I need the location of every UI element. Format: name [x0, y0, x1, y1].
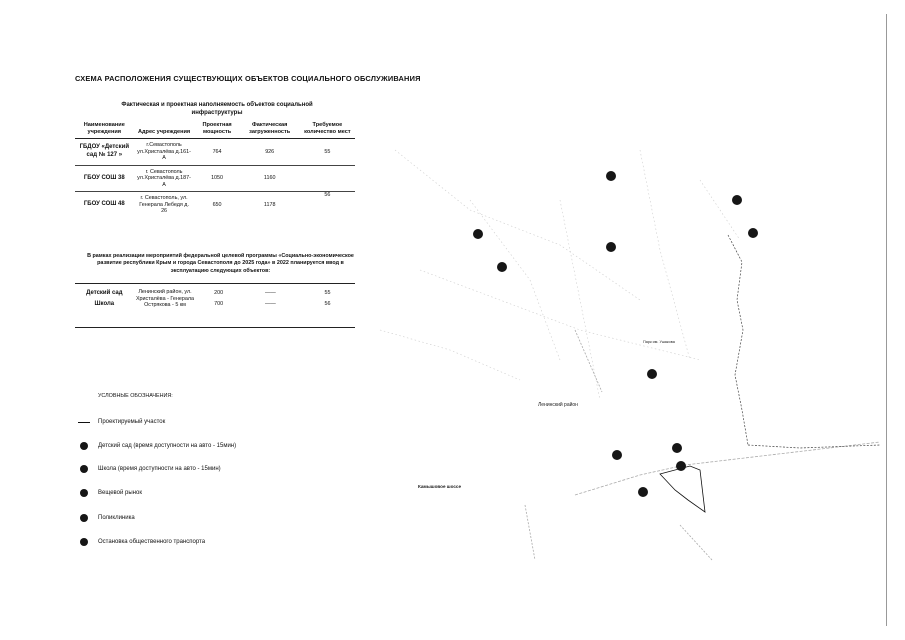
row-capacity: 1050 [195, 165, 240, 192]
clinic-marker-icon [606, 242, 616, 252]
planned-capacity: 700 [214, 301, 224, 308]
map-roads [525, 330, 880, 560]
legend-title: УСЛОВНЫЕ ОБОЗНАЧЕНИЯ: [98, 393, 173, 399]
planned-address: Ленинский район, ул. Христалёва - Генерала Острякова - 5 км [135, 289, 195, 308]
row-load: 926 [240, 139, 300, 166]
road [575, 330, 602, 392]
district-boundary [748, 445, 880, 448]
planned-required: 55 [324, 289, 331, 296]
table-caption-line1: Фактическая и проектная наполняемость объектов социальной [121, 102, 313, 108]
row-name: ГБОУ СОШ 38 [75, 165, 134, 192]
clinic-marker-icon [606, 171, 616, 181]
row-address: г. Севастополь, ул. Генерала Лебедя д. 26 [139, 195, 189, 214]
row-required: 56 [324, 191, 331, 198]
row-address: г. Севастополь ул.Христалёва д.187- А [134, 165, 195, 192]
legend-label: Проектируемый участок [98, 419, 166, 425]
legend-label: Детский сад (время доступности на авто - 15мин) [98, 443, 237, 449]
row-capacity: 650 [212, 201, 222, 208]
legend-label: Вещевой рынок [98, 490, 142, 496]
district-label: Ленинский район [538, 402, 578, 408]
road [575, 442, 880, 495]
row-required: 55 [300, 139, 355, 166]
header-required: Требуемое количество мест [300, 121, 355, 139]
road-label: Камышовое шоссе [418, 484, 462, 489]
kindergarten-marker-icon [612, 450, 622, 460]
legend-label: Школа (время доступности на авто - 15мин) [98, 466, 221, 472]
planned-load: —— [265, 301, 276, 308]
park-label: Парк им. Ушакова [643, 340, 675, 344]
project-site-outline [660, 466, 705, 512]
row-capacity: 764 [195, 139, 240, 166]
clinic-marker-icon [647, 369, 657, 379]
planned-name: Детский сад [86, 289, 123, 296]
map-title: СХЕМА РАСПОЛОЖЕНИЯ СУЩЕСТВУЮЩИХ ОБЪЕКТОВ СОЦИАЛЬНОГО ОБСЛУЖИВАНИЯ [75, 74, 421, 83]
planned-capacity: 200 [214, 289, 224, 296]
road [680, 525, 712, 560]
program-note: В рамках реализации мероприятий федеральной целевой программы «Социально-экономическое развитие республики Крым и города Севастополя до 2025 года» в 2022 планируется ввод в эксплуатацию следующих объектов: [87, 253, 354, 274]
map-background-roads [380, 150, 740, 400]
row-load: 1160 [240, 165, 300, 192]
legend-label: Поликлиника [98, 515, 135, 521]
page-edge-line [886, 14, 887, 626]
legend-label: Остановка общественного транспорта [98, 539, 206, 545]
row-name: ГБДОУ «Детский сад № 127 » [75, 139, 134, 166]
market-marker-icon [497, 262, 507, 272]
header-capacity: Проектная мощность [195, 121, 240, 139]
table-caption-line2: инфраструктуры [191, 110, 243, 116]
planned-load: —— [265, 289, 276, 296]
header-load: Фактическая загруженность [240, 121, 300, 139]
map-markers [473, 171, 758, 497]
row-address: г.Севастополь ул.Христалёва д.161- А [134, 139, 195, 166]
planned-required: 56 [324, 301, 331, 308]
row-name: ГБОУ СОШ 48 [83, 201, 125, 207]
header-name: Наименование учреждения [75, 121, 134, 139]
bus-stop-marker-icon [473, 229, 483, 239]
bus-stop-marker-icon [732, 195, 742, 205]
district-boundary [728, 235, 748, 445]
header-address: Адрес учреждения [134, 121, 195, 139]
row-load: 1178 [263, 201, 276, 208]
kindergarten-marker-icon [638, 487, 648, 497]
road [525, 505, 535, 560]
planned-name: Школа [94, 301, 115, 308]
school-marker-icon [672, 443, 682, 453]
bus-stop-marker-icon [748, 228, 758, 238]
school-marker-icon [676, 461, 686, 471]
